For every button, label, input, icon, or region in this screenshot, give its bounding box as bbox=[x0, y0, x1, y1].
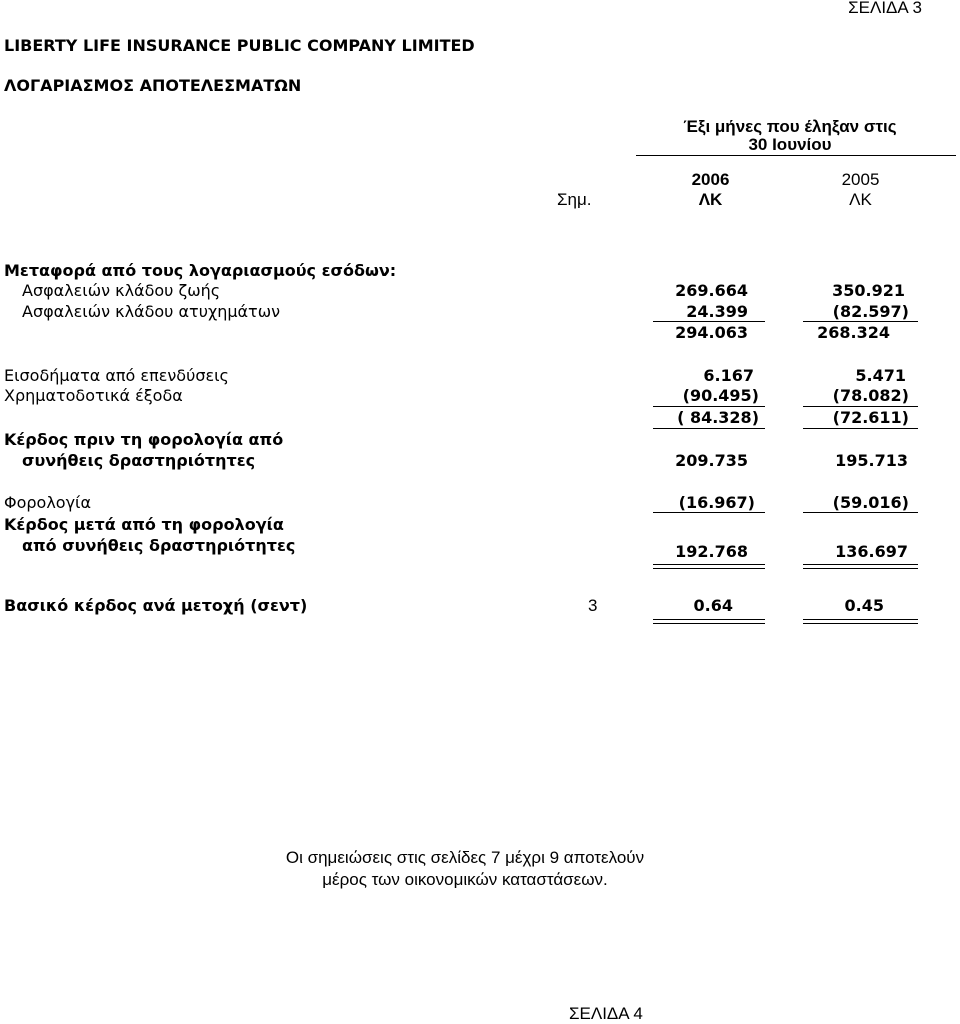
life-insurance-2006: 269.664 bbox=[675, 281, 748, 300]
notes-statement-line2: μέρος των οικονομικών καταστάσεων. bbox=[322, 870, 608, 889]
eps-2006: 0.64 bbox=[693, 596, 733, 615]
transfer-total-2005: 268.324 bbox=[817, 323, 890, 342]
statement-title: ΛΟΓΑΡΙΑΣΜΟΣ ΑΠΟΤΕΛΕΣΜΑΤΩΝ bbox=[4, 76, 302, 95]
taxation-label: Φορολογία bbox=[4, 493, 92, 512]
taxation-rule-2005 bbox=[803, 512, 918, 513]
period-heading-line1: Έξι μήνες που έληξαν στις bbox=[683, 117, 897, 136]
page-number-bottom: ΣΕΛΙΔΑ 4 bbox=[569, 1004, 643, 1023]
transfer-heading: Μεταφορά από τους λογαριασμούς εσόδων: bbox=[4, 261, 397, 280]
general-insurance-label: Ασφαλειών κλάδου ατυχημάτων bbox=[22, 302, 281, 321]
profit-before-tax-label-line1: Κέρδος πριν τη φορολογία από bbox=[4, 430, 284, 449]
currency-2006-header: ΛΚ bbox=[698, 190, 723, 209]
year-2006-header: 2006 bbox=[691, 170, 730, 189]
finance-costs-label: Χρηματοδοτικά έξοδα bbox=[4, 386, 183, 405]
eps-note-ref: 3 bbox=[588, 596, 598, 615]
taxation-2005: (59.016) bbox=[832, 493, 909, 512]
investment-income-2005: 5.471 bbox=[855, 366, 906, 385]
finance-rule-2005 bbox=[803, 406, 918, 407]
subtotal-rule-2006 bbox=[653, 428, 765, 429]
period-heading-rule bbox=[636, 155, 956, 156]
company-name: LIBERTY LIFE INSURANCE PUBLIC COMPANY LIMITED bbox=[4, 36, 475, 55]
profit-after-tax-double-rule-2006 bbox=[653, 564, 765, 569]
profit-before-tax-label-line2: συνήθεις δραστηριότητες bbox=[22, 451, 256, 470]
eps-2005: 0.45 bbox=[844, 596, 884, 615]
profit-after-tax-label-line1: Κέρδος μετά από τη φορολογία bbox=[4, 515, 284, 534]
life-insurance-label: Ασφαλειών κλάδου ζωής bbox=[22, 281, 221, 300]
year-2005-header: 2005 bbox=[841, 170, 880, 189]
profit-after-tax-label-line2: από συνήθεις δραστηριότητες bbox=[22, 536, 296, 555]
eps-double-rule-2006 bbox=[653, 619, 765, 624]
finance-costs-2006: (90.495) bbox=[682, 386, 759, 405]
subtotal-rule-2005 bbox=[803, 428, 918, 429]
transfer-total-2006: 294.063 bbox=[675, 323, 748, 342]
period-heading-line2: 30 Ιουνίου bbox=[748, 135, 832, 154]
taxation-rule-2006 bbox=[653, 512, 765, 513]
life-insurance-2005: 350.921 bbox=[832, 281, 905, 300]
eps-label: Βασικό κέρδος ανά μετοχή (σεντ) bbox=[4, 596, 308, 615]
eps-double-rule-2005 bbox=[803, 619, 918, 624]
notes-statement-line1: Οι σημειώσεις στις σελίδες 7 μέχρι 9 αποτελούν bbox=[285, 848, 645, 867]
finance-costs-2005: (78.082) bbox=[832, 386, 909, 405]
taxation-2006: (16.967) bbox=[678, 493, 755, 512]
finance-subtotal-2006: ( 84.328) bbox=[677, 408, 759, 427]
profit-before-tax-2006: 209.735 bbox=[675, 451, 748, 470]
finance-rule-2006 bbox=[653, 406, 765, 407]
profit-after-tax-2005: 136.697 bbox=[835, 542, 908, 561]
general-insurance-2005: (82.597) bbox=[832, 302, 909, 321]
general-insurance-2006: 24.399 bbox=[686, 302, 748, 321]
profit-after-tax-2006: 192.768 bbox=[675, 542, 748, 561]
profit-before-tax-2005: 195.713 bbox=[835, 451, 908, 470]
profit-after-tax-double-rule-2005 bbox=[803, 564, 918, 569]
finance-subtotal-2005: (72.611) bbox=[832, 408, 909, 427]
investment-income-2006: 6.167 bbox=[703, 366, 754, 385]
note-column-header: Σημ. bbox=[557, 190, 592, 209]
transfer-rule-2006 bbox=[653, 321, 765, 322]
transfer-rule-2005 bbox=[803, 321, 918, 322]
investment-income-label: Εισοδήματα από επενδύσεις bbox=[4, 366, 229, 385]
page-number-top: ΣΕΛΙΔΑ 3 bbox=[848, 0, 922, 17]
currency-2005-header: ΛΚ bbox=[849, 190, 872, 209]
